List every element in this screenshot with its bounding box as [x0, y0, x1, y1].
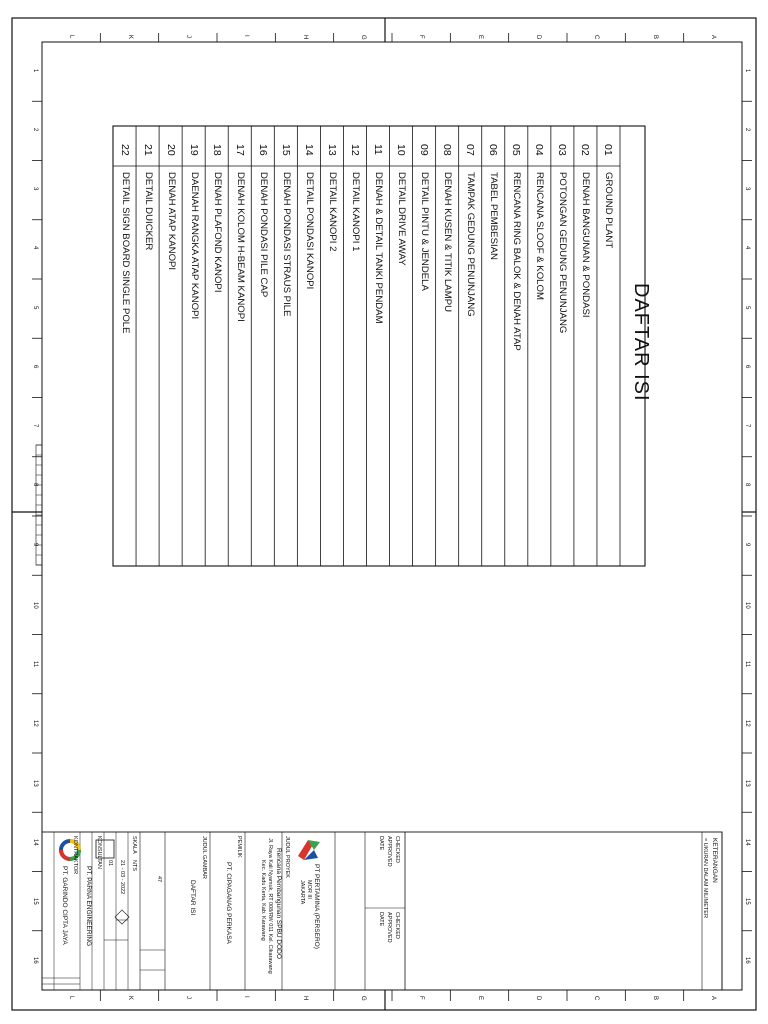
row-title: DETAIL DUICKER: [142, 172, 154, 251]
drawing-title: DAFTAR ISI: [189, 880, 196, 916]
row-number: 09: [418, 144, 431, 156]
row-title: DENAH & DETAIL TANKI PENDAM: [373, 172, 385, 324]
row-number: 05: [510, 144, 523, 156]
page-count: 47: [156, 876, 162, 883]
date-label-2: DATE: [378, 912, 384, 927]
row-title: DETAIL DRIVE AWAY: [396, 172, 408, 266]
column-label-top: H: [301, 35, 308, 40]
column-label-top: G: [359, 35, 366, 40]
column-label-bottom: D: [534, 996, 541, 1001]
column-label-top: K: [126, 35, 133, 40]
row-label-right: 4: [744, 246, 750, 250]
owner-sub1: MOR III: [306, 880, 312, 899]
row-title: DETAIL PINTU & JENDELA: [419, 172, 431, 291]
row-title: POTONGAN GEDUNG PENUNJANG: [557, 172, 569, 334]
row-label-left: 15: [32, 898, 38, 905]
title-block: [42, 832, 722, 990]
column-label-top: E: [476, 35, 483, 40]
column-label-bottom: B: [651, 996, 658, 1001]
row-title: RENCANA RING BALOK & DENAH ATAP: [511, 172, 523, 351]
row-number: 12: [348, 144, 361, 156]
column-label-bottom: A: [709, 996, 716, 1001]
row-label-right: 13: [744, 779, 750, 787]
scale-label: SKALA: [131, 836, 137, 854]
row-label-left: 3: [32, 187, 38, 191]
approved-label: APPROVED: [386, 836, 392, 867]
row-title: DETAIL KANOPI 2: [326, 172, 338, 252]
keterangan-label: KETERANGAN: [711, 838, 718, 883]
project-address-2: Kec. Kadu Kerta, Kab. Karawang: [260, 860, 266, 941]
row-label-left: 9: [32, 542, 38, 546]
keterangan-note: = UKURAN DALAM MILIMETER: [702, 838, 708, 918]
row-title: DENAH PLAFOND KANOPI: [211, 172, 223, 293]
row-label-right: 5: [744, 305, 750, 309]
column-label-bottom: L: [68, 996, 75, 1000]
column-label-top: F: [418, 35, 425, 39]
row-title: DAENAH RANGKA ATAP KANOPI: [188, 172, 200, 320]
sheet-number: 01: [107, 860, 113, 867]
row-title: DENAH KOLOM H-BEAM KANOPI: [234, 172, 246, 322]
row-title: DETAIL SIGN BOARD SINGLE POLE: [119, 172, 131, 334]
row-label-left: 6: [32, 364, 38, 369]
date-value: 21 - 03 - 2022: [119, 860, 125, 895]
row-label-left: 5: [32, 305, 38, 309]
row-label-left: 2: [32, 127, 38, 132]
row-title: DENAH PONDASI PILE CAP: [257, 172, 269, 298]
column-label-bottom: I: [243, 996, 250, 998]
row-title: DENAH ATAP KANOPI: [165, 172, 177, 271]
row-title: DENAH KUSEN & TITIK LAMPU: [442, 172, 454, 313]
row-title: DETAIL PONDASI KANOPI: [303, 172, 315, 290]
row-title: DENAH BANGUNAN & PONDASI: [580, 172, 592, 318]
row-label-left: 16: [32, 957, 38, 965]
row-number: 01: [602, 144, 615, 156]
column-label-top: C: [593, 35, 600, 40]
column-label-top: L: [68, 35, 75, 39]
row-label-left: 4: [32, 246, 38, 250]
consultant-name: PT. PARNA ENGINEERING: [85, 866, 92, 947]
row-label-left: 7: [32, 424, 38, 428]
row-label-left: 13: [32, 779, 38, 787]
row-number: 06: [487, 144, 500, 156]
row-number: 02: [579, 144, 592, 156]
column-label-top: D: [534, 35, 541, 40]
column-label-bottom: K: [126, 996, 133, 1001]
column-label-bottom: G: [359, 996, 366, 1001]
row-label-right: 12: [744, 720, 750, 728]
row-number: 17: [233, 144, 246, 156]
row-label-right: 6: [744, 364, 750, 369]
row-number: 03: [556, 144, 569, 156]
column-label-bottom: F: [418, 996, 425, 1000]
row-label-left: 1: [32, 68, 38, 72]
owner-company: PT. CIPAGANAG PERKASA: [225, 862, 232, 944]
row-title: DETAIL KANOPI 1: [349, 172, 361, 252]
row-label-left: 10: [32, 601, 38, 609]
row-number: 21: [141, 144, 154, 156]
row-label-right: 11: [744, 661, 750, 668]
row-label-right: 14: [744, 838, 750, 846]
owner-label: PEMILIK: [236, 836, 242, 858]
column-label-top: B: [651, 35, 658, 40]
row-label-right: 1: [744, 68, 750, 72]
page-title: DAFTAR ISI: [630, 283, 652, 402]
row-number: 13: [325, 144, 338, 156]
row-label-right: 15: [744, 898, 750, 905]
column-label-bottom: J: [184, 996, 191, 999]
row-label-right: 10: [744, 601, 750, 609]
consultant-label: KONSULTAN: [96, 836, 102, 869]
column-label-top: I: [243, 35, 250, 37]
contractor-label: KONTRAKTOR: [72, 836, 78, 875]
row-title: GROUND PLANT: [603, 172, 615, 249]
row-label-right: 7: [744, 424, 750, 428]
row-number: 08: [441, 144, 454, 156]
row-label-left: 14: [32, 838, 38, 846]
row-label-left: 8: [32, 483, 38, 487]
checked-label-2: CHECKED: [394, 912, 400, 939]
row-label-right: 8: [744, 483, 750, 487]
row-number: 20: [164, 144, 177, 156]
row-label-right: 16: [744, 957, 750, 965]
contractor-name: PT. GARINDO CIPTA JAYA: [61, 866, 68, 945]
row-label-right: 2: [744, 127, 750, 132]
column-label-top: A: [709, 35, 716, 40]
drawing-title-label: JUDUL GAMBAR: [201, 836, 207, 879]
scale-value: NTS: [131, 860, 137, 871]
row-title: RENCANA SLOOF & KOLOM: [534, 172, 546, 300]
column-label-bottom: C: [593, 996, 600, 1001]
row-label-right: 3: [744, 187, 750, 191]
row-number: 10: [395, 144, 408, 156]
row-label-left: 11: [32, 661, 38, 668]
row-number: 11: [372, 144, 385, 155]
row-number: 15: [279, 144, 292, 156]
row-number: 04: [533, 144, 546, 156]
owner-name: PT PERTAMINA (PERSERO): [313, 864, 320, 949]
row-number: 14: [302, 144, 315, 156]
pertamina-logo: [298, 840, 320, 860]
column-label-bottom: E: [476, 996, 483, 1001]
row-number: 16: [256, 144, 269, 156]
project-name: Rencana Pembangunan SPBU DODO: [275, 848, 282, 959]
column-label-top: J: [184, 35, 191, 38]
checked-label: CHECKED: [394, 836, 400, 863]
row-number: 19: [187, 144, 200, 156]
project-label: JUDUL PROYEK: [284, 836, 290, 878]
row-number: 18: [210, 144, 223, 156]
row-label-right: 9: [744, 542, 750, 546]
row-title: DENAH PONDASI STRAUS PILE: [280, 172, 292, 317]
row-label-left: 12: [32, 720, 38, 728]
row-title: TAMPAK GEDUNG PENUNJANG: [465, 172, 477, 317]
column-label-bottom: H: [301, 996, 308, 1001]
project-address-1: Jl. Raya Kali Nyamuk, RT 008/RW 011 Kel. Cikarawang: [267, 838, 273, 974]
approved-label-2: APPROVED: [386, 912, 392, 943]
date-label: DATE: [378, 836, 384, 851]
owner-sub2: JAKARTA: [299, 880, 305, 905]
row-number: 07: [464, 144, 477, 156]
row-title: TABEL PEMBESIAN: [488, 172, 500, 260]
row-number: 22: [118, 144, 131, 156]
